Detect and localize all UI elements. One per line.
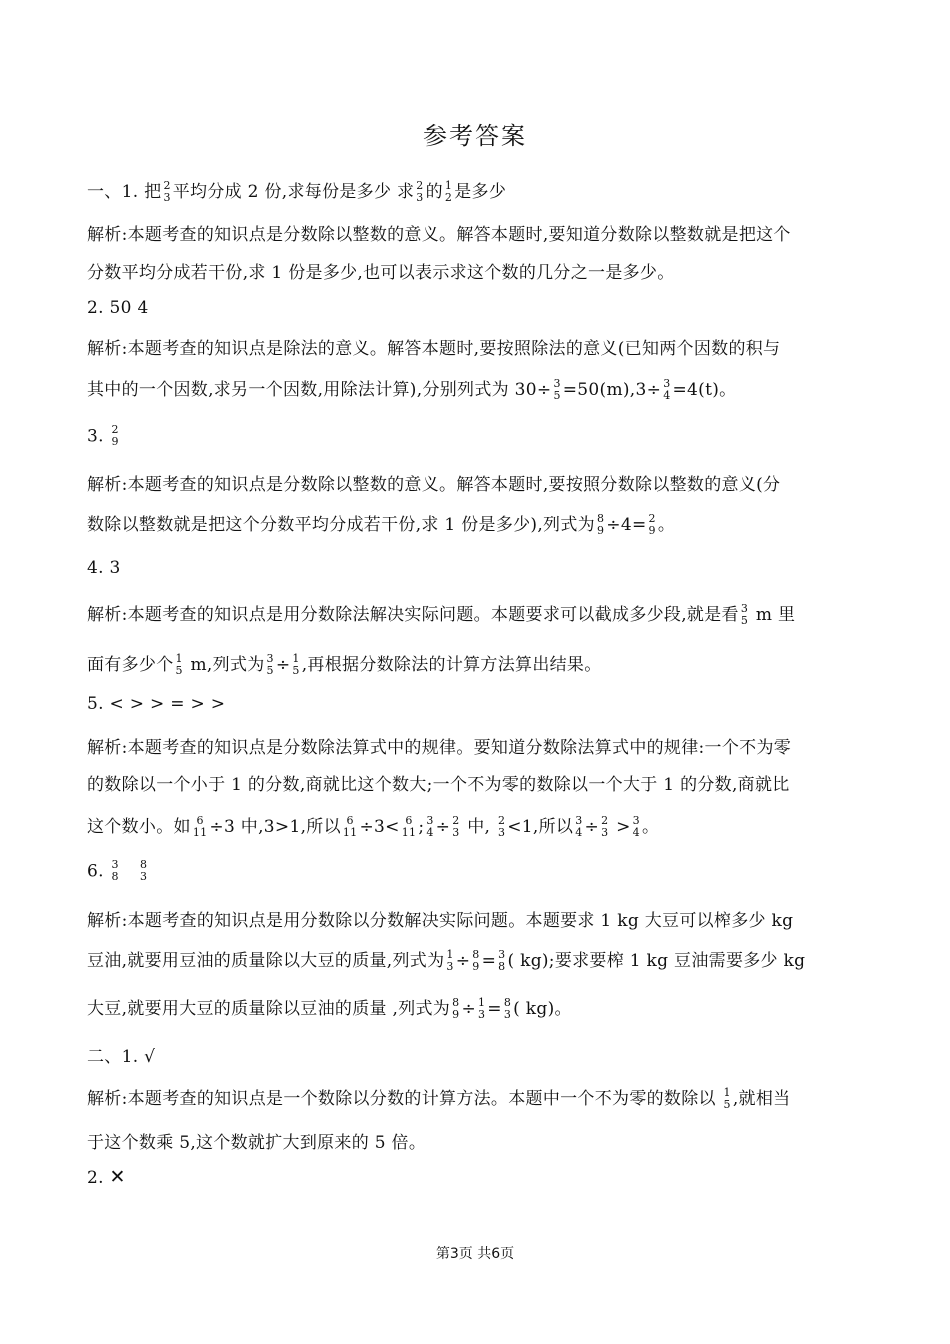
text: 6. <box>87 861 104 882</box>
text: =50(m),3÷ <box>562 380 662 400</box>
text: ; <box>418 817 425 837</box>
explanation-line: 于这个数乘 5,这个数就扩大到原来的 5 倍。 <box>87 1133 427 1153</box>
fraction: 3 8 <box>498 947 506 973</box>
text: 一、1. 把 <box>87 182 162 202</box>
explanation-line <box>87 994 572 1022</box>
explanation-line: 解析:本题考查的知识点是分数除以整数的意义。解答本题时,要按照分数除以整数的意义(分 <box>87 475 781 495</box>
fraction: 1 5 <box>292 651 300 677</box>
answer-1-2: 2. 50 4 <box>87 298 149 318</box>
explanation-line <box>87 946 805 974</box>
fraction: 6 11 <box>342 813 358 839</box>
text: ÷ <box>275 655 291 675</box>
explanation-line: 解析:本题考查的知识点是分数除以整数的意义。解答本题时,要知道分数除以整数就是把这个 <box>87 225 791 245</box>
fraction: 3 4 <box>575 813 583 839</box>
page-footer: 第3页 共6页 <box>435 1246 515 1262</box>
fraction: 3 4 <box>663 376 671 402</box>
explanation-line <box>87 510 675 538</box>
fraction: 2 3 <box>416 178 424 204</box>
text: ÷ <box>455 951 471 971</box>
explanation-line <box>87 600 795 628</box>
explanation-line: 解析:本题考查的知识点是分数除法算式中的规律。要知道分数除法算式中的规律:一个不为零 <box>87 738 792 758</box>
text: 二、1. <box>87 1047 145 1067</box>
cross-mark-icon: ✕ <box>109 1166 126 1188</box>
text: 。 <box>641 817 660 837</box>
fraction: 8 9 <box>472 947 480 973</box>
answer-1-1 <box>87 177 506 205</box>
fraction: 8 3 <box>139 858 148 883</box>
fraction: 2 3 <box>497 813 506 839</box>
text: ,就相当 <box>732 1089 791 1109</box>
fraction: 3 5 <box>266 651 274 677</box>
text: 豆油,就要用豆油的质量除以大豆的质量,列式为 <box>87 951 445 971</box>
fraction: 2 9 <box>648 511 656 537</box>
answer-1-4: 4. 3 <box>87 558 121 578</box>
text: 3. <box>87 426 104 447</box>
fraction: 3 4 <box>632 813 640 839</box>
explanation-line <box>87 1084 790 1112</box>
text: ÷ <box>584 817 600 837</box>
fraction: 2 3 <box>163 178 171 204</box>
text: ÷ <box>435 817 451 837</box>
text: ÷4= <box>606 515 647 535</box>
fraction: 6 11 <box>192 813 208 839</box>
fraction: 3 4 <box>426 813 434 839</box>
answer-1-5: 5. < > > = > > <box>87 694 226 714</box>
text: 大豆,就要用大豆的质量除以豆油的质量 ,列式为 <box>87 999 451 1019</box>
text: ( kg);要求要榨 1 kg 豆油需要多少 kg <box>507 951 806 971</box>
text: =4(t)。 <box>672 380 737 400</box>
answer-1-6 <box>87 860 149 884</box>
explanation-line <box>87 812 659 840</box>
fraction: 1 5 <box>723 1085 731 1111</box>
text: 解析:本题考查的知识点是一个数除以分数的计算方法。本题中一个不为零的数除以 <box>87 1089 722 1109</box>
explanation-line <box>87 375 736 403</box>
answer-2-1 <box>87 1042 155 1067</box>
answer-2-2 <box>87 1166 126 1188</box>
text: 数除以整数就是把这个分数平均分成若干份,求 1 份是多少),列式为 <box>87 515 595 535</box>
text: 平均分成 2 份,求每份是多少 求 <box>172 182 415 202</box>
text: 。 <box>657 515 676 535</box>
text: 2. <box>87 1168 110 1188</box>
fraction: 3 5 <box>740 601 749 627</box>
explanation-line: 的数除以一个小于 1 的分数,商就比这个数大;一个不为零的数除以一个大于 1 的分数,商就比 <box>87 775 790 795</box>
fraction: 1 5 <box>175 651 183 677</box>
text: ,再根据分数除法的计算方法算出结果。 <box>301 655 602 675</box>
text: > <box>610 817 631 837</box>
text: ÷ <box>461 999 476 1019</box>
text: 这个数小。如 <box>87 817 191 837</box>
text: 解析:本题考查的知识点是用分数除法解决实际问题。本题要求可以截成多少段,就是看 <box>87 605 739 625</box>
text: ÷3 中,3>1,所以 <box>209 817 341 837</box>
text: 面有多少个 <box>87 655 174 675</box>
fraction: 6 11 <box>401 813 417 839</box>
explanation-line: 解析:本题考查的知识点是除法的意义。解答本题时,要按照除法的意义(已知两个因数的积与 <box>87 339 781 359</box>
text: m,列式为 <box>184 655 265 675</box>
text: 的 <box>425 182 443 202</box>
fraction: 8 9 <box>452 995 460 1021</box>
text: ( kg)。 <box>513 999 572 1019</box>
text: = <box>487 999 502 1019</box>
text: = <box>481 951 497 971</box>
text: ÷3< <box>359 817 400 837</box>
fraction: 8 3 <box>503 995 512 1021</box>
fraction: 1 2 <box>444 178 453 204</box>
fraction: 2 3 <box>452 813 460 839</box>
explanation-line: 解析:本题考查的知识点是用分数除以分数解决实际问题。本题要求 1 kg 大豆可以榨多少 kg <box>87 911 794 931</box>
text: m 里 <box>750 605 796 625</box>
explanation-line: 分数平均分成若干份,求 1 份是多少,也可以表示求这个数的几分之一是多少。 <box>87 263 675 283</box>
fraction: 1 3 <box>446 947 454 973</box>
text: 中, <box>461 817 496 837</box>
explanation-line <box>87 650 602 678</box>
page-title: 参考答案 <box>423 122 527 150</box>
fraction: 3 8 <box>111 858 119 883</box>
fraction: 2 3 <box>601 813 609 839</box>
answer-1-3 <box>87 425 121 449</box>
fraction: 2 9 <box>111 423 119 448</box>
fraction: 3 5 <box>553 376 561 402</box>
text: 其中的一个因数,求另一个因数,用除法计算),分别列式为 30÷ <box>87 380 552 400</box>
fraction: 8 9 <box>596 511 605 537</box>
check-mark-icon: √ <box>144 1047 156 1067</box>
text: 是多少 <box>454 182 507 202</box>
text: <1,所以 <box>507 817 574 837</box>
fraction: 1 3 <box>477 995 486 1021</box>
